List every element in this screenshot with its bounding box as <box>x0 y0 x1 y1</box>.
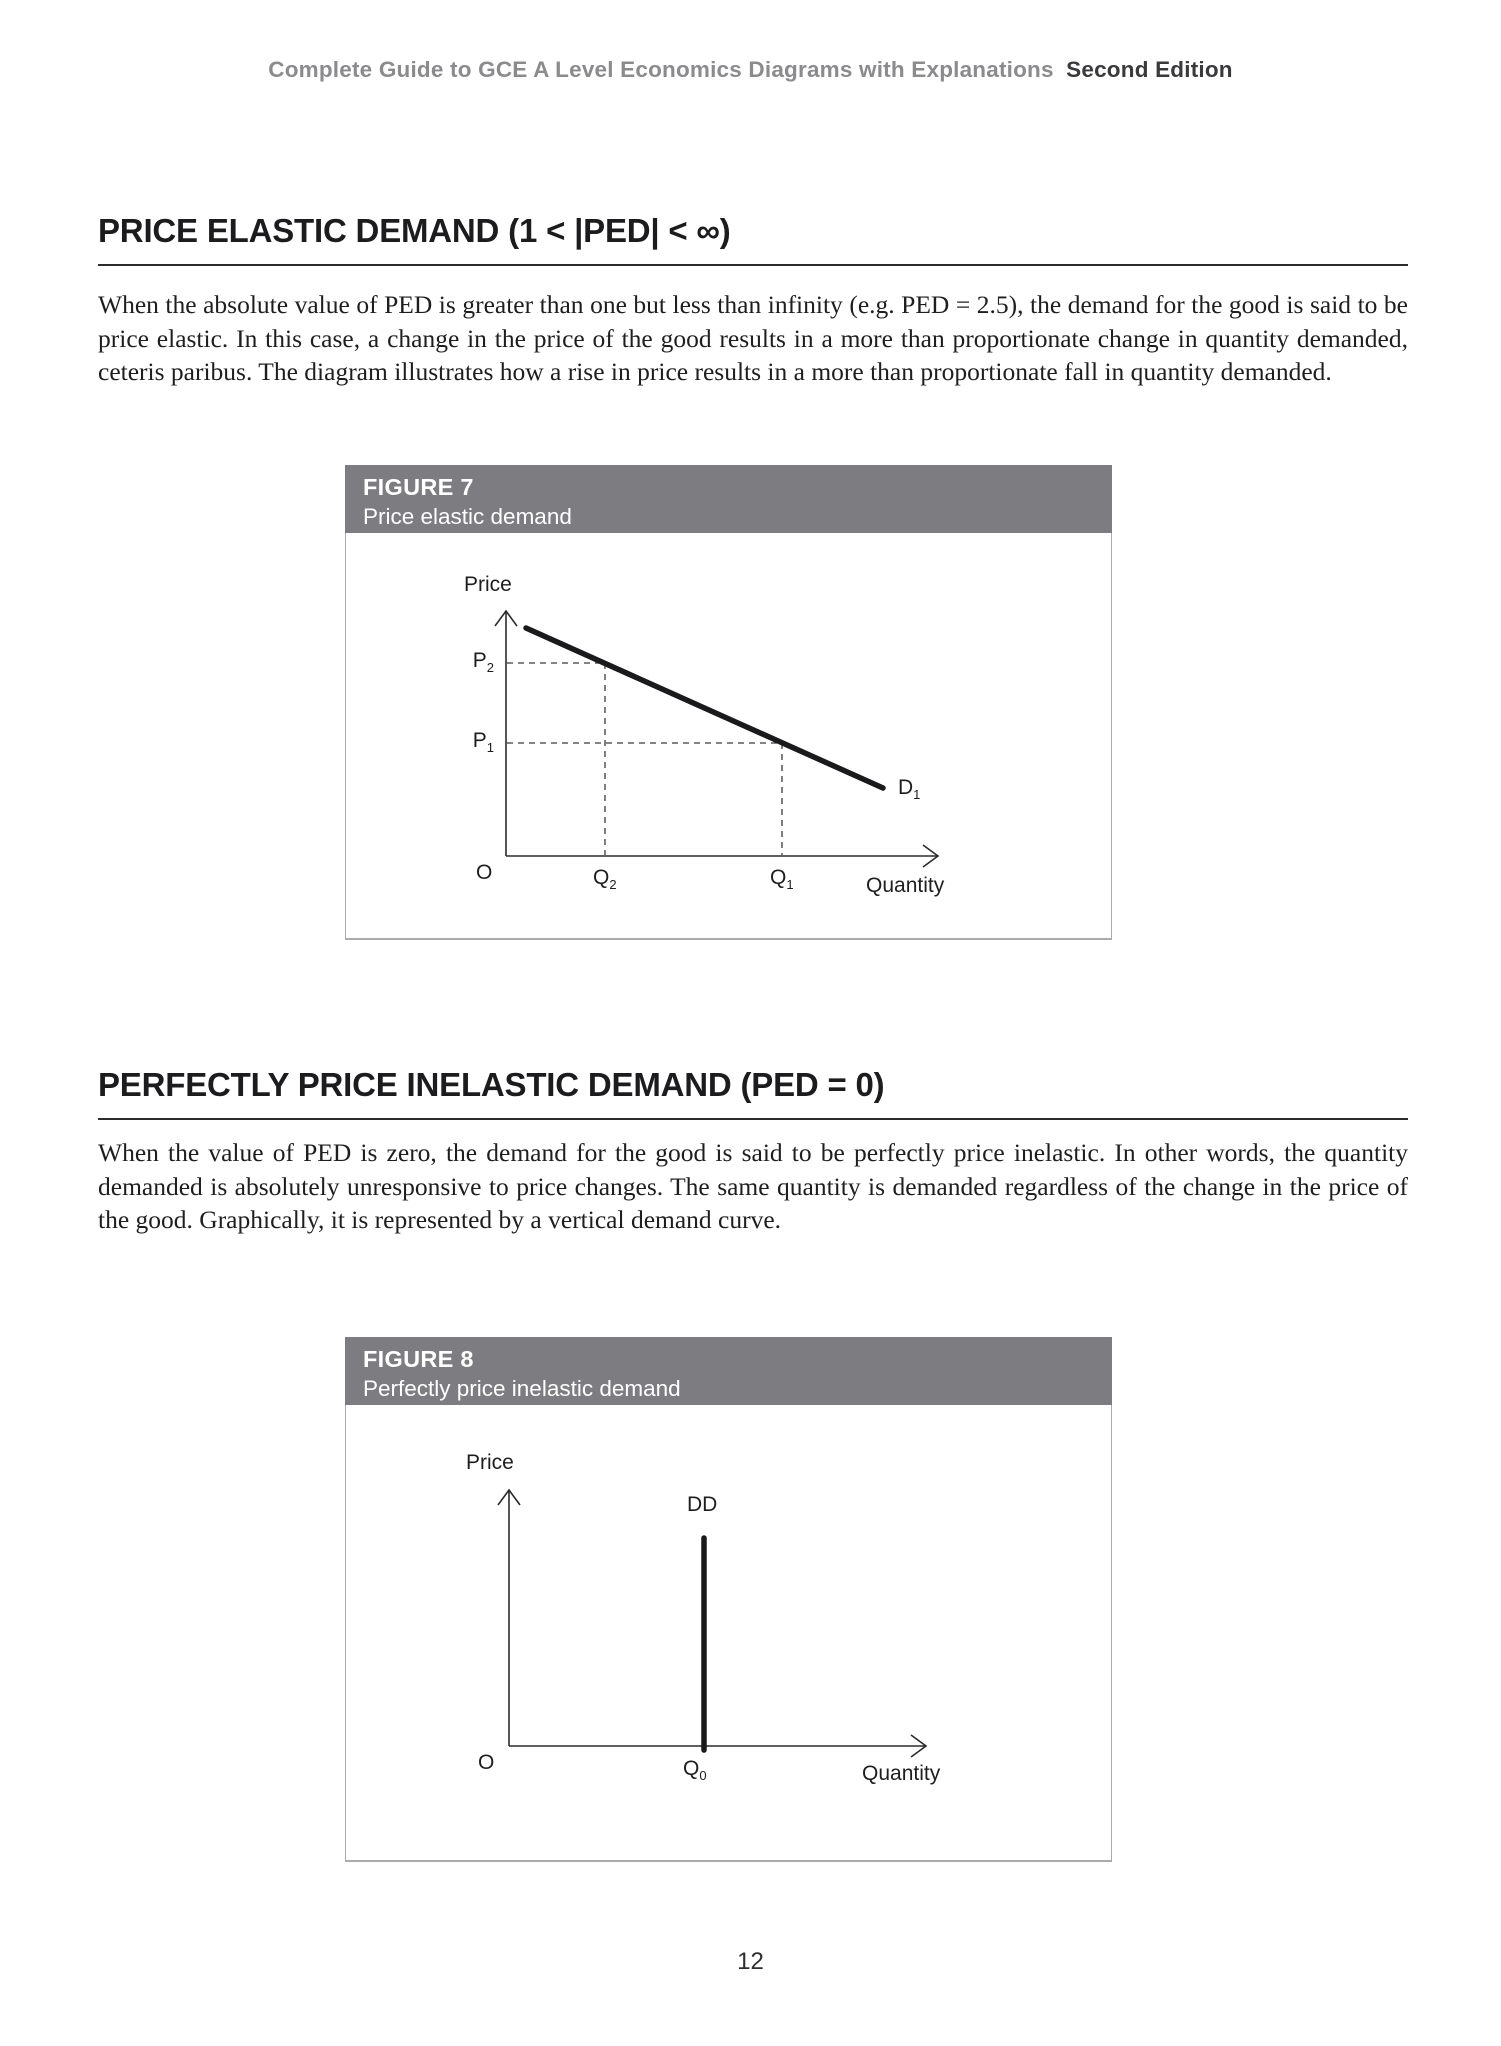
q2-label-sub: 2 <box>609 877 617 893</box>
section-1-heading: PRICE ELASTIC DEMAND (1 < |PED| < ∞) <box>98 212 1408 266</box>
origin-label: O <box>478 1751 495 1774</box>
running-header <box>0 57 1501 83</box>
d1-label-text: D <box>898 776 914 799</box>
price-axis-label: Price <box>466 1451 514 1474</box>
figure-7-label: FIGURE 7 <box>363 474 474 500</box>
book-edition: Second Edition <box>1066 57 1233 82</box>
figure-8-plot <box>346 1405 1111 1860</box>
figure-8-caption: Perfectly price inelastic demand <box>363 1376 681 1401</box>
p1-label <box>438 729 494 756</box>
q2-label <box>593 866 617 893</box>
section-2-heading: PERFECTLY PRICE INELASTIC DEMAND (PED = 0) <box>98 1066 1408 1120</box>
figure-7 <box>345 465 1112 940</box>
dd-label-text: DD <box>687 1493 718 1516</box>
quantity-axis-label: Quantity <box>862 1762 941 1785</box>
q1-label-sub: 1 <box>786 877 794 893</box>
figure-8-label: FIGURE 8 <box>363 1346 474 1372</box>
figure-8 <box>345 1337 1112 1862</box>
section-1-body: When the absolute value of PED is greater than one but less than infinity (e.g. PED = 2.5), the demand for the good is said to be price elastic. In this case, a change in the price of the good results in a more than proportionate change in quantity demanded, ceteris paribus. The diagram illustrates how a rise in price results in a more than proportionate fall in quantity demanded. <box>98 290 1408 386</box>
p1-label-sub: 1 <box>486 740 494 756</box>
d1-label-sub: 1 <box>913 787 921 803</box>
q0-label <box>683 1757 707 1784</box>
page-number: 12 <box>737 1948 764 1975</box>
q1-label-text: Q <box>770 866 787 889</box>
figure-7-caption: Price elastic demand <box>363 504 572 529</box>
figure-7-diagram <box>345 533 1112 940</box>
q0-label-sub: 0 <box>699 1768 707 1784</box>
figure-8-diagram <box>345 1405 1112 1862</box>
p2-label-sub: 2 <box>486 660 494 676</box>
book-title: Complete Guide to GCE A Level Economics Diagrams with Explanations <box>268 57 1054 82</box>
d1-label <box>898 776 921 803</box>
demand-curve-d1 <box>526 628 883 788</box>
figure-8-header <box>345 1337 1112 1405</box>
p1-label-text: P <box>472 729 487 752</box>
p2-label <box>438 649 494 676</box>
q2-label-text: Q <box>593 866 610 889</box>
quantity-axis-label: Quantity <box>866 874 945 897</box>
price-axis-label: Price <box>464 573 512 596</box>
origin-label: O <box>476 861 493 884</box>
p2-label-text: P <box>472 649 487 672</box>
section-2-body: When the value of PED is zero, the demand for the good is said to be perfectly price inelastic. In other words, the quantity demanded is absolutely unresponsive to price changes. The same quantity is demanded regardless of the change in the price of the good. Graphically, it is represented by a vertical demand curve. <box>98 1138 1408 1234</box>
figure-7-header <box>345 465 1112 533</box>
dd-label <box>687 1493 717 1517</box>
q1-label <box>770 866 794 893</box>
q0-label-text: Q <box>683 1757 700 1780</box>
